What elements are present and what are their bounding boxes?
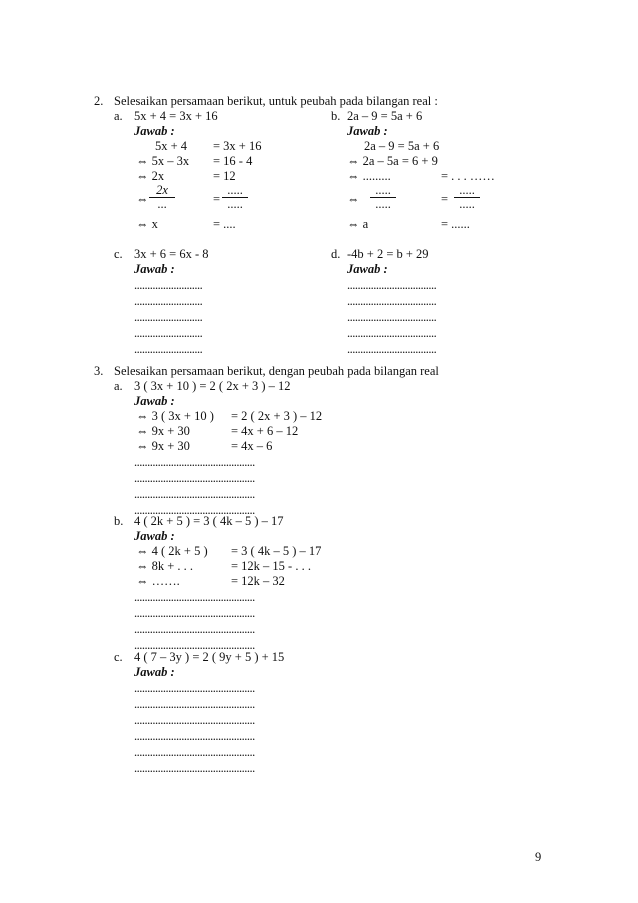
q3c-answer-line[interactable]: .............................................. [134,761,255,775]
q2d-answer-line[interactable]: .................................. [347,326,437,340]
q2b-label: b. [331,109,341,123]
q3c-equation: 4 ( 7 – 3y ) = 2 ( 9y + 5 ) + 15 [134,650,285,664]
q3b-label: b. [114,514,124,528]
q3b-step1-right: = 3 ( 4k – 5 ) – 17 [231,544,322,558]
q2a-equiv-symbol: ⇔ [136,192,149,206]
q2b-fraction-right-numerator: ..... [454,184,480,198]
q2c-answer-line[interactable]: .......................... [134,294,203,308]
q2b-fraction-left-denominator: ..... [375,197,391,211]
q2d-answer-line[interactable]: .................................. [347,294,437,308]
q2a-step5-right: = .... [213,217,236,231]
q2a-fraction-right-denominator: ..... [227,197,243,211]
q2a-fraction-right-numerator: ..... [222,184,248,198]
q3a-step1-left: ⇔ 3 ( 3x + 10 ) [136,409,214,423]
q2a-step1-left: 5x + 4 [155,139,188,153]
q3c-label: c. [114,650,123,664]
q3a-step2-right: = 4x + 6 – 12 [231,424,299,438]
q2b-step2: ⇔ 2a – 5a = 6 + 9 [347,154,438,168]
q2d-answer-line[interactable]: .................................. [347,342,437,356]
q2d-answer-line[interactable]: .................................. [347,278,437,292]
q3a-answer-line[interactable]: .............................................. [134,471,255,485]
q3b-step3-right: = 12k – 32 [231,574,285,588]
q2a-jawab: Jawab : [134,124,175,138]
q2b-fraction-left-numerator: ..... [370,184,396,198]
q2b-step5-left: ⇔ a [347,217,369,231]
q3b-step3-left: ⇔ ……. [136,574,180,588]
q2a-fraction-left [149,184,175,211]
q2c-answer-line[interactable]: .......................... [134,326,203,340]
q2d-answer-line[interactable]: .................................. [347,310,437,324]
q3c-answer-line[interactable]: .............................................. [134,697,255,711]
q2d-equation: -4b + 2 = b + 29 [347,247,429,261]
q2b-fraction-equals: = [441,192,449,206]
q3c-answer-line[interactable]: .............................................. [134,729,255,743]
q3b-step2-left: ⇔ 8k + . . . [136,559,194,573]
q2a-step3-left: ⇔ 2x [136,169,165,183]
q2b-jawab: Jawab : [347,124,388,138]
q3b-answer-line[interactable]: .............................................. [134,638,255,652]
q2-number: 2. [94,94,104,108]
q2c-answer-line[interactable]: .......................... [134,278,203,292]
q2b-step3-right: = . . . …… [441,169,495,183]
q2c-equation: 3x + 6 = 6x - 8 [134,247,209,261]
q3c-answer-line[interactable]: .............................................. [134,745,255,759]
q3b-step2-right: = 12k – 15 - . . . [231,559,311,573]
q2a-step5-left: ⇔ x [136,217,158,231]
q3a-step3-left: ⇔ 9x + 30 [136,439,190,453]
q2d-label: d. [331,247,341,261]
q3b-answer-line[interactable]: .............................................. [134,606,255,620]
q2a-fraction-right [222,184,248,211]
q3b-equation: 4 ( 2k + 5 ) = 3 ( 4k – 5 ) – 17 [134,514,284,528]
q2a-label: a. [114,109,123,123]
q2c-jawab: Jawab : [134,262,175,276]
q2a-step1-right: = 3x + 16 [213,139,262,153]
q2a-step2-right: = 16 - 4 [213,154,253,168]
q2b-step5-right: = ...... [441,217,470,231]
q2c-answer-line[interactable]: .......................... [134,310,203,324]
q3c-answer-line[interactable]: .............................................. [134,681,255,695]
q2d-jawab: Jawab : [347,262,388,276]
q3a-equation: 3 ( 3x + 10 ) = 2 ( 2x + 3 ) – 12 [134,379,291,393]
q3c-jawab: Jawab : [134,665,175,679]
q2a-step3-right: = 12 [213,169,236,183]
q3a-answer-line[interactable]: .............................................. [134,487,255,501]
q2b-fraction-left [370,184,396,211]
q3a-answer-line[interactable]: .............................................. [134,503,255,517]
q3b-answer-line[interactable]: .............................................. [134,622,255,636]
q3a-answer-line[interactable]: .............................................. [134,455,255,469]
q3a-jawab: Jawab : [134,394,175,408]
page-number: 9 [535,850,542,864]
q3b-answer-line[interactable]: .............................................. [134,590,255,604]
q2a-fraction-left-denominator: ... [157,197,167,211]
q2-instruction: Selesaikan persamaan berikut, untuk peubah pada bilangan real : [114,94,438,108]
q2a-equation: 5x + 4 = 3x + 16 [134,109,218,123]
q2a-fraction-equals: = [213,192,221,206]
q3a-label: a. [114,379,123,393]
q2b-fraction-right [454,184,480,211]
q2b-step1: 2a – 9 = 5a + 6 [364,139,440,153]
q3a-step1-right: = 2 ( 2x + 3 ) – 12 [231,409,323,423]
q2b-fraction-right-denominator: ..... [459,197,475,211]
q3-instruction: Selesaikan persamaan berikut, dengan peubah pada bilangan real [114,364,439,378]
q3-number: 3. [94,364,104,378]
q3a-step3-right: = 4x – 6 [231,439,273,453]
q3c-answer-line[interactable]: .............................................. [134,713,255,727]
q2b-step3-left: ⇔ ......... [347,169,391,183]
q2c-label: c. [114,247,123,261]
q2b-equation: 2a – 9 = 5a + 6 [347,109,423,123]
q3a-step2-left: ⇔ 9x + 30 [136,424,190,438]
q3b-step1-left: ⇔ 4 ( 2k + 5 ) [136,544,208,558]
q2c-answer-line[interactable]: .......................... [134,342,203,356]
q2a-step2-left: ⇔ 5x – 3x [136,154,190,168]
q3b-jawab: Jawab : [134,529,175,543]
q2a-fraction-left-numerator: 2x [149,184,175,198]
q2b-equiv-symbol: ⇔ [347,192,360,206]
